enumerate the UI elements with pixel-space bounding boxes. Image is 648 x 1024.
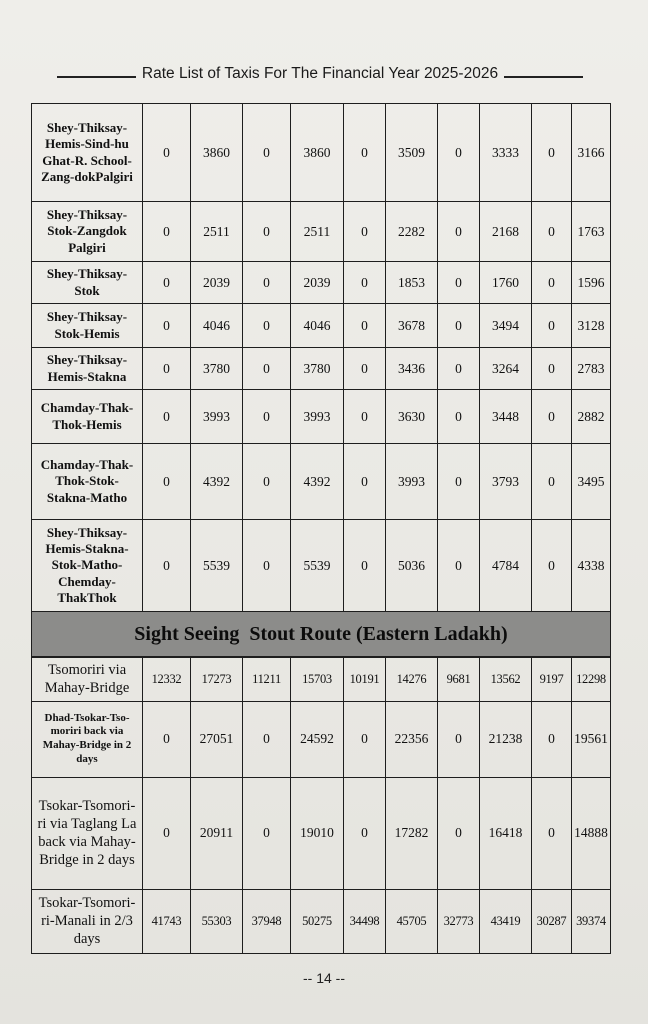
rate-cell: 0 — [438, 262, 480, 304]
rate-cell: 11211 — [243, 657, 291, 701]
rate-cell: 37948 — [243, 889, 291, 953]
table-row — [32, 304, 611, 348]
rate-cell: 3509 — [386, 104, 438, 202]
rate-cell: 3436 — [386, 348, 438, 390]
rate-cell: 0 — [438, 390, 480, 444]
rate-cell: 5539 — [291, 520, 344, 612]
rate-cell: 4338 — [572, 520, 611, 612]
rate-cell: 0 — [243, 104, 291, 202]
route-cell: Chamday-Thak-Thok-Stok-Stakna-Matho — [32, 444, 143, 520]
rate-cell: 17282 — [386, 777, 438, 889]
rate-cell: 0 — [532, 304, 572, 348]
route-cell: Shey-Thiksay-Hemis-Sind-hu Ghat-R. School-Zang-dokPalgiri — [32, 104, 143, 202]
rate-cell: 34498 — [344, 889, 386, 953]
table-row — [32, 657, 611, 701]
rate-cell: 4046 — [191, 304, 243, 348]
route-cell: Tsomoriri via Mahay-Bridge — [32, 657, 143, 701]
rate-cell: 0 — [344, 520, 386, 612]
rate-cell: 1853 — [386, 262, 438, 304]
rate-cell: 0 — [143, 304, 191, 348]
rate-cell: 3793 — [480, 444, 532, 520]
rate-cell: 3264 — [480, 348, 532, 390]
route-cell: Tsokar-Tsomori-ri via Taglang La back via Mahay-Bridge in 2 days — [32, 777, 143, 889]
route-cell: Tsokar-Tsomori-ri-Manali in 2/3 days — [32, 889, 143, 953]
rate-cell: 0 — [438, 202, 480, 262]
rate-cell: 17273 — [191, 657, 243, 701]
rate-cell: 0 — [532, 104, 572, 202]
rate-cell: 2783 — [572, 348, 611, 390]
rate-cell: 3678 — [386, 304, 438, 348]
rate-cell: 14888 — [572, 777, 611, 889]
rate-cell: 16418 — [480, 777, 532, 889]
rate-cell: 3780 — [291, 348, 344, 390]
rate-cell: 0 — [243, 444, 291, 520]
rate-cell: 3860 — [191, 104, 243, 202]
rate-cell: 4392 — [191, 444, 243, 520]
rate-cell: 15703 — [291, 657, 344, 701]
rate-cell: 3780 — [191, 348, 243, 390]
rate-cell: 2511 — [191, 202, 243, 262]
rate-cell: 9197 — [532, 657, 572, 701]
rate-cell: 10191 — [344, 657, 386, 701]
rate-cell: 27051 — [191, 701, 243, 777]
route-cell: Shey-Thiksay-Stok-Hemis — [32, 304, 143, 348]
rate-cell: 2882 — [572, 390, 611, 444]
header-rule-left — [57, 76, 136, 78]
rate-cell: 3166 — [572, 104, 611, 202]
rate-cell: 13562 — [480, 657, 532, 701]
rate-cell: 0 — [243, 348, 291, 390]
rate-cell: 12298 — [572, 657, 611, 701]
rate-cell: 0 — [243, 202, 291, 262]
rate-cell: 4046 — [291, 304, 344, 348]
page-number: -- 14 -- — [303, 970, 345, 986]
rate-cell: 21238 — [480, 701, 532, 777]
rate-cell: 3495 — [572, 444, 611, 520]
section-title: Sight Seeing Stout Route (Eastern Ladakh) — [32, 612, 611, 658]
table-row — [32, 202, 611, 262]
rate-cell: 0 — [438, 304, 480, 348]
rate-cell: 12332 — [143, 657, 191, 701]
rate-cell: 32773 — [438, 889, 480, 953]
rate-cell: 20911 — [191, 777, 243, 889]
rate-cell: 0 — [143, 520, 191, 612]
rate-cell: 1760 — [480, 262, 532, 304]
rate-cell: 0 — [344, 777, 386, 889]
rate-cell: 0 — [143, 777, 191, 889]
rate-cell: 0 — [143, 202, 191, 262]
header-rule-right — [504, 76, 583, 78]
rate-cell: 3630 — [386, 390, 438, 444]
rate-cell: 3993 — [291, 390, 344, 444]
rate-cell: 41743 — [143, 889, 191, 953]
rate-cell: 0 — [344, 104, 386, 202]
rate-cell: 0 — [243, 777, 291, 889]
rate-cell: 0 — [344, 262, 386, 304]
rate-cell: 22356 — [386, 701, 438, 777]
rate-table — [31, 103, 611, 954]
rate-cell: 0 — [532, 444, 572, 520]
table-row — [32, 262, 611, 304]
table-row — [32, 701, 611, 777]
rate-cell: 0 — [532, 390, 572, 444]
rate-cell: 0 — [532, 202, 572, 262]
rate-cell: 39374 — [572, 889, 611, 953]
rate-cell: 24592 — [291, 701, 344, 777]
rate-cell: 19561 — [572, 701, 611, 777]
table-row — [32, 777, 611, 889]
page-title: Rate List of Taxis For The Financial Year 2025-2026 — [141, 65, 499, 82]
rate-cell: 30287 — [532, 889, 572, 953]
rate-cell: 0 — [143, 348, 191, 390]
rate-cell: 2168 — [480, 202, 532, 262]
rate-cell: 1763 — [572, 202, 611, 262]
page-header — [57, 62, 583, 86]
rate-cell: 0 — [438, 348, 480, 390]
rate-cell: 0 — [532, 701, 572, 777]
route-cell: Shey-Thiksay-Stok — [32, 262, 143, 304]
table-row — [32, 348, 611, 390]
rate-cell: 0 — [438, 520, 480, 612]
rate-cell: 5036 — [386, 520, 438, 612]
rate-cell: 0 — [438, 104, 480, 202]
rate-cell: 0 — [344, 348, 386, 390]
rate-cell: 0 — [532, 520, 572, 612]
table-row — [32, 520, 611, 612]
rate-cell: 0 — [438, 701, 480, 777]
rate-cell: 2282 — [386, 202, 438, 262]
section-row — [32, 612, 611, 658]
rate-cell: 45705 — [386, 889, 438, 953]
route-cell: Dhad-Tsokar-Tso-moriri back via Mahay-Bridge in 2 days — [32, 701, 143, 777]
rate-cell: 0 — [532, 262, 572, 304]
rate-cell: 3448 — [480, 390, 532, 444]
rate-cell: 0 — [344, 701, 386, 777]
rate-cell: 1596 — [572, 262, 611, 304]
rate-cell: 0 — [243, 304, 291, 348]
rate-cell: 19010 — [291, 777, 344, 889]
rate-cell: 0 — [438, 444, 480, 520]
rate-cell: 14276 — [386, 657, 438, 701]
rate-cell: 4784 — [480, 520, 532, 612]
rate-cell: 3494 — [480, 304, 532, 348]
route-cell: Shey-Thiksay-Hemis-Stakna — [32, 348, 143, 390]
rate-cell: 0 — [532, 777, 572, 889]
rate-cell: 2039 — [191, 262, 243, 304]
table-row — [32, 104, 611, 202]
table-row — [32, 444, 611, 520]
rate-cell: 3993 — [386, 444, 438, 520]
rate-cell: 5539 — [191, 520, 243, 612]
rate-cell: 3333 — [480, 104, 532, 202]
rate-cell: 0 — [243, 701, 291, 777]
rate-table-body — [32, 104, 611, 954]
rate-cell: 0 — [243, 390, 291, 444]
rate-cell: 0 — [344, 202, 386, 262]
rate-cell: 4392 — [291, 444, 344, 520]
rate-cell: 0 — [143, 701, 191, 777]
table-row — [32, 889, 611, 953]
rate-cell: 2039 — [291, 262, 344, 304]
rate-cell: 3128 — [572, 304, 611, 348]
rate-cell: 0 — [143, 444, 191, 520]
table-row — [32, 390, 611, 444]
rate-cell: 0 — [143, 390, 191, 444]
route-cell: Shey-Thiksay-Hemis-Stakna-Stok-Matho-Chemday-ThakThok — [32, 520, 143, 612]
rate-cell: 9681 — [438, 657, 480, 701]
rate-cell: 2511 — [291, 202, 344, 262]
rate-cell: 3993 — [191, 390, 243, 444]
route-cell: Chamday-Thak-Thok-Hemis — [32, 390, 143, 444]
rate-cell: 0 — [532, 348, 572, 390]
rate-cell: 50275 — [291, 889, 344, 953]
rate-cell: 3860 — [291, 104, 344, 202]
rate-cell: 0 — [243, 262, 291, 304]
rate-cell: 43419 — [480, 889, 532, 953]
rate-cell: 0 — [438, 777, 480, 889]
route-cell: Shey-Thiksay-Stok-Zangdok Palgiri — [32, 202, 143, 262]
rate-cell: 0 — [243, 520, 291, 612]
rate-cell: 0 — [344, 444, 386, 520]
rate-cell: 55303 — [191, 889, 243, 953]
rate-cell: 0 — [344, 390, 386, 444]
rate-cell: 0 — [143, 104, 191, 202]
rate-cell: 0 — [344, 304, 386, 348]
rate-cell: 0 — [143, 262, 191, 304]
